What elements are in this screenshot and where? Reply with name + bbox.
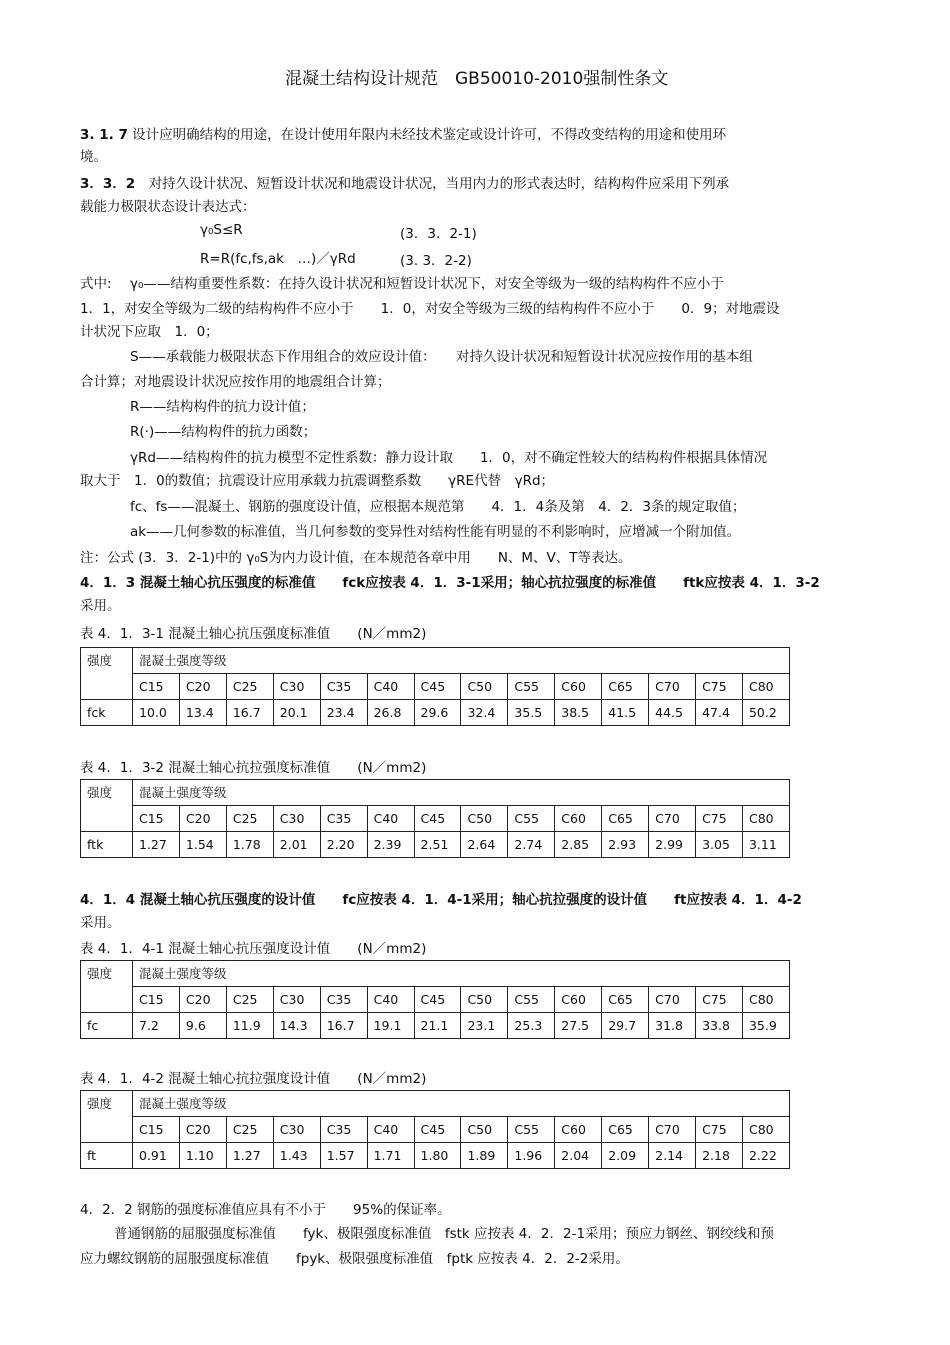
table-cell: 11.9: [226, 1013, 273, 1039]
definition-gamma0: 计状况下应取 1．0；: [80, 324, 219, 340]
table-cell: 1.89: [461, 1143, 508, 1169]
grade-header-cell: C15: [133, 674, 180, 700]
grade-header-cell: C60: [555, 806, 602, 832]
table-cell: 1.54: [179, 832, 226, 858]
table-cell: 3.05: [696, 832, 743, 858]
table-cell: 33.8: [696, 1013, 743, 1039]
table-caption: 表 4．1．4-1 混凝土轴心抗压强度设计值 (N／mm2): [80, 941, 427, 957]
grade-header-cell: C65: [602, 1117, 649, 1143]
table-cell: 35.9: [742, 1013, 789, 1039]
row-label: ftk: [81, 832, 133, 858]
definition-r: R——结构构件的抗力设计值；: [130, 399, 315, 415]
table-cell: 2.99: [649, 832, 696, 858]
table-cell: 29.6: [414, 700, 461, 726]
grade-header-cell: C20: [179, 674, 226, 700]
table-cell: 2.04: [555, 1143, 602, 1169]
note: 注：公式 (3．3．2-1)中的 γ₀S为内力设计值，在本规范各章中用 N、M、V、T等表达。: [80, 550, 632, 566]
table-cell: 23.4: [320, 700, 367, 726]
table-cell: 19.1: [367, 1013, 414, 1039]
table-cell: 38.5: [555, 700, 602, 726]
table-caption: 表 4．1．3-1 混凝土轴心抗压强度标准值 (N／mm2): [80, 626, 427, 642]
table-cell: 9.6: [179, 1013, 226, 1039]
table-row: [81, 1143, 790, 1169]
clause-4-1-3: 4．1．3 混凝土轴心抗压强度的标准值 fck应按表 4．1．3-1采用；轴心抗拉强度的标准值 ftk应按表 4．1．3-2: [80, 575, 820, 591]
grade-header-cell: C75: [696, 806, 743, 832]
table-cell: 44.5: [649, 700, 696, 726]
grade-header-cell: C30: [273, 806, 320, 832]
definition-ak: ak——几何参数的标准值，当几何参数的变异性对结构性能有明显的不利影响时，应增减一个附加值。: [130, 524, 741, 540]
grade-header-cell: C70: [649, 1117, 696, 1143]
clause-text: 对持久设计状况、短暂设计状况和地震设计状况，当用内力的形式表达时，结构构件应采用下列承: [148, 176, 730, 192]
table-cell: 1.57: [320, 1143, 367, 1169]
definition-gamma0: 1．1，对安全等级为二级的结构构件不应小于 1．0，对安全等级为三级的结构构件不应小于 0．9；对地震设: [80, 301, 780, 317]
grade-header-cell: C70: [649, 987, 696, 1013]
grade-header-cell: C70: [649, 806, 696, 832]
clause-text: 采用。: [80, 915, 121, 931]
header-strength: 强度: [81, 1091, 133, 1143]
table-cell: 13.4: [179, 700, 226, 726]
grade-header-cell: C45: [414, 674, 461, 700]
table-cell: 32.4: [461, 700, 508, 726]
grade-header-cell: C55: [508, 1117, 555, 1143]
clause-4-2-2: 4．2．2 钢筋的强度标准值应具有不小于 95%的保证率。: [80, 1202, 451, 1218]
table-row: [81, 1013, 790, 1039]
grade-header-cell: C40: [367, 806, 414, 832]
table-cell: 7.2: [133, 1013, 180, 1039]
grade-header-cell: C25: [226, 674, 273, 700]
table-cell: 16.7: [320, 1013, 367, 1039]
grade-header-cell: C15: [133, 987, 180, 1013]
grade-header-cell: C60: [555, 674, 602, 700]
row-label: ft: [81, 1143, 133, 1169]
grade-header-cell: C55: [508, 987, 555, 1013]
table-cell: 41.5: [602, 700, 649, 726]
page-title: 混凝土结构设计规范 GB50010-2010强制性条文: [285, 69, 669, 89]
grade-header-cell: C80: [742, 1117, 789, 1143]
grade-header-cell: C80: [742, 806, 789, 832]
formula-number: (3. 3．2-2): [400, 253, 472, 269]
table-ft: [80, 1090, 790, 1169]
where-label: 式中:: [80, 276, 112, 292]
table-cell: 47.4: [696, 700, 743, 726]
grade-header-cell: C30: [273, 674, 320, 700]
table-caption: 表 4．1．4-2 混凝土轴心抗拉强度设计值 (N／mm2): [80, 1071, 427, 1087]
row-label: fc: [81, 1013, 133, 1039]
row-label: fck: [81, 700, 133, 726]
table-cell: 2.39: [367, 832, 414, 858]
grade-header-cell: C50: [461, 806, 508, 832]
header-strength: 强度: [81, 780, 133, 832]
table-cell: 0.91: [133, 1143, 180, 1169]
grade-header-cell: C40: [367, 674, 414, 700]
table-cell: 1.71: [367, 1143, 414, 1169]
grade-header-cell: C70: [649, 674, 696, 700]
table-cell: 2.20: [320, 832, 367, 858]
definition-fc-fs: fc、fs——混凝土、钢筋的强度设计值，应根据本规范第 4．1．4条及第 4．2．3条的规定取值；: [130, 499, 746, 515]
table-cell: 1.96: [508, 1143, 555, 1169]
table-cell: 1.27: [133, 832, 180, 858]
grade-header-cell: C40: [367, 1117, 414, 1143]
grade-header-cell: C30: [273, 987, 320, 1013]
clause-text: 载能力极限状态设计表达式：: [80, 199, 256, 215]
grade-header-cell: C60: [555, 1117, 602, 1143]
grade-header-cell: C80: [742, 674, 789, 700]
definition-gamma0: γ₀——结构重要性系数：在持久设计状况和短暂设计状况下，对安全等级为一级的结构构件不应小于: [130, 276, 724, 292]
table-cell: 20.1: [273, 700, 320, 726]
definition-s: 合计算；对地震设计状况应按作用的地震组合计算；: [80, 374, 391, 390]
grade-header-cell: C20: [179, 1117, 226, 1143]
table-row: [81, 832, 790, 858]
grade-header-cell: C65: [602, 987, 649, 1013]
grade-header-cell: C75: [696, 1117, 743, 1143]
table-cell: 1.43: [273, 1143, 320, 1169]
grade-header-cell: C45: [414, 806, 461, 832]
table-cell: 2.09: [602, 1143, 649, 1169]
grade-header-cell: C25: [226, 1117, 273, 1143]
grade-header-cell: C20: [179, 806, 226, 832]
table-cell: 2.64: [461, 832, 508, 858]
formula-3-3-2-1: γ₀S≤R: [200, 222, 243, 238]
table-cell: 21.1: [414, 1013, 461, 1039]
grade-header-cell: C25: [226, 806, 273, 832]
grade-header-row: [81, 674, 790, 700]
grade-header-cell: C15: [133, 806, 180, 832]
grade-header-cell: C20: [179, 987, 226, 1013]
grade-header-row: [81, 1117, 790, 1143]
grade-header-cell: C30: [273, 1117, 320, 1143]
grade-header-cell: C60: [555, 987, 602, 1013]
grade-header-cell: C35: [320, 674, 367, 700]
table-cell: 2.85: [555, 832, 602, 858]
table-cell: 2.74: [508, 832, 555, 858]
table-cell: 2.93: [602, 832, 649, 858]
definition-r-function: R(·)——结构构件的抗力函数；: [130, 424, 317, 440]
clause-3-1-7: [80, 123, 726, 143]
clause-number: 3．3．2: [80, 176, 136, 192]
grade-header-cell: C55: [508, 806, 555, 832]
grade-header-cell: C75: [696, 674, 743, 700]
table-cell: 2.22: [742, 1143, 789, 1169]
grade-header-row: [81, 987, 790, 1013]
grade-header-cell: C65: [602, 806, 649, 832]
clause-3-3-2: [80, 172, 729, 192]
header-grade-group: 混凝土强度等级: [133, 1091, 790, 1117]
clause-text: 应力螺纹钢筋的屈服强度标准值 fpyk、极限强度标准值 fptk 应按表 4．2．2-2采用。: [80, 1251, 629, 1267]
table-cell: 25.3: [508, 1013, 555, 1039]
table-cell: 2.14: [649, 1143, 696, 1169]
table-cell: 1.10: [179, 1143, 226, 1169]
table-cell: 16.7: [226, 700, 273, 726]
table-cell: 35.5: [508, 700, 555, 726]
table-cell: 50.2: [742, 700, 789, 726]
grade-header-cell: C15: [133, 1117, 180, 1143]
clause-text: 设计应明确结构的用途，在设计使用年限内未经技术鉴定或设计许可，不得改变结构的用途和使用环: [132, 127, 727, 143]
grade-header-row: [81, 806, 790, 832]
table-cell: 1.27: [226, 1143, 273, 1169]
clause-text: 普通钢筋的屈服强度标准值 fyk、极限强度标准值 fstk 应按表 4．2．2-1采用；预应力钢丝、钢绞线和预: [114, 1226, 775, 1242]
grade-header-cell: C25: [226, 987, 273, 1013]
grade-header-cell: C55: [508, 674, 555, 700]
grade-header-cell: C80: [742, 987, 789, 1013]
grade-header-cell: C50: [461, 987, 508, 1013]
header-strength: 强度: [81, 961, 133, 1013]
definition-gamma-rd: γRd——结构构件的抗力模型不定性系数：静力设计取 1．0，对不确定性较大的结构构件根据具体情况: [130, 450, 768, 466]
grade-header-cell: C75: [696, 987, 743, 1013]
table-cell: 1.80: [414, 1143, 461, 1169]
definition-s: S——承载能力极限状态下作用组合的效应设计值： 对持久设计状况和短暂设计状况应按作用的基本组: [130, 349, 753, 365]
formula-number: (3．3．2-1): [400, 226, 477, 242]
definition-gamma-rd: 取大于 1．0的数值；抗震设计应用承载力抗震调整系数 γRE代替 γRd；: [80, 473, 555, 489]
header-grade-group: 混凝土强度等级: [133, 961, 790, 987]
formula-3-3-2-2: R=R(fc,fs,ak …)／γRd: [200, 251, 356, 267]
table-cell: 10.0: [133, 700, 180, 726]
table-fc: [80, 960, 790, 1039]
grade-header-cell: C35: [320, 987, 367, 1013]
header-grade-group: 混凝土强度等级: [133, 780, 790, 806]
grade-header-cell: C50: [461, 674, 508, 700]
grade-header-cell: C40: [367, 987, 414, 1013]
header-strength: 强度: [81, 648, 133, 700]
clause-4-1-4: 4．1．4 混凝土轴心抗压强度的设计值 fc应按表 4．1．4-1采用；轴心抗拉强度的设计值 ft应按表 4．1．4-2: [80, 892, 802, 908]
table-cell: 14.3: [273, 1013, 320, 1039]
clause-number: 3. 1. 7: [80, 127, 128, 143]
grade-header-cell: C35: [320, 806, 367, 832]
grade-header-cell: C45: [414, 987, 461, 1013]
clause-text: 采用。: [80, 598, 121, 614]
grade-header-cell: C50: [461, 1117, 508, 1143]
table-cell: 23.1: [461, 1013, 508, 1039]
table-caption: 表 4．1．3-2 混凝土轴心抗拉强度标准值 (N／mm2): [80, 760, 427, 776]
table-cell: 3.11: [742, 832, 789, 858]
clause-text: 境。: [80, 149, 107, 165]
table-cell: 1.78: [226, 832, 273, 858]
grade-header-cell: C45: [414, 1117, 461, 1143]
grade-header-cell: C35: [320, 1117, 367, 1143]
table-cell: 26.8: [367, 700, 414, 726]
table-cell: 27.5: [555, 1013, 602, 1039]
table-row: [81, 700, 790, 726]
table-cell: 31.8: [649, 1013, 696, 1039]
header-grade-group: 混凝土强度等级: [133, 648, 790, 674]
table-cell: 29.7: [602, 1013, 649, 1039]
grade-header-cell: C65: [602, 674, 649, 700]
table-ftk: [80, 779, 790, 858]
table-cell: 2.01: [273, 832, 320, 858]
table-cell: 2.18: [696, 1143, 743, 1169]
table-fck: [80, 647, 790, 726]
table-cell: 2.51: [414, 832, 461, 858]
